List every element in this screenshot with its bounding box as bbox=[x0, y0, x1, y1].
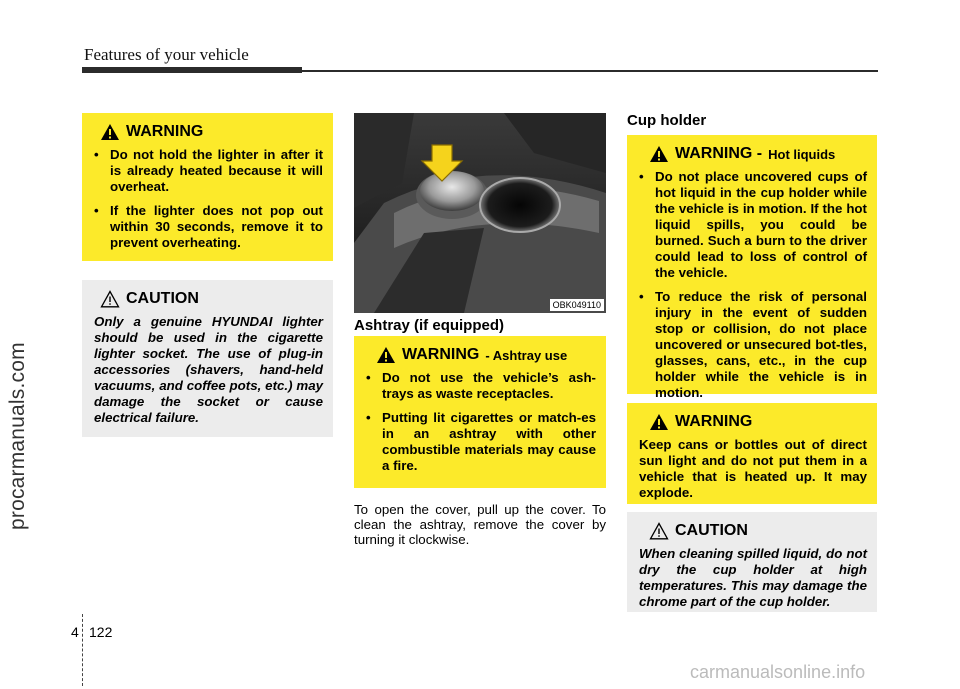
caution-triangle-icon bbox=[649, 522, 669, 540]
warning-title: WARNING bbox=[675, 413, 753, 430]
chapter-number: 4 bbox=[71, 624, 79, 640]
ashtray-illustration bbox=[354, 113, 606, 313]
list-item: • If the lighter does not pop out within 30 seconds, remove it to prevent overheating. bbox=[94, 203, 323, 251]
warning-triangle-icon bbox=[100, 123, 120, 141]
ashtray-photo bbox=[354, 113, 606, 313]
side-watermark: procarmanuals.com bbox=[6, 342, 29, 530]
warning-title: WARNING - bbox=[675, 145, 763, 162]
running-header: Features of your vehicle bbox=[84, 45, 249, 64]
page-number: 122 bbox=[89, 624, 113, 640]
ashtray-heading: Ashtray (if equipped) bbox=[354, 317, 505, 334]
warning-text: Keep cans or bottles out of direct sun light and do not put them in a vehicle that is heated up. It may explode. bbox=[639, 437, 867, 500]
warning-header bbox=[649, 413, 867, 431]
hot-liquid-warning-box bbox=[627, 135, 877, 400]
header-rule bbox=[82, 70, 878, 72]
warning-header bbox=[649, 145, 867, 163]
list-item: • To reduce the risk of personal injury in the event of sudden stop or collision, do not place uncovered or unsecured bot-tles, glasses, cans, etc., in the cup holder while the vehicle is in motion. bbox=[639, 289, 867, 401]
warning-header bbox=[100, 123, 323, 141]
warning-list bbox=[366, 370, 596, 474]
warning-list bbox=[94, 147, 323, 251]
list-item: • Do not hold the lighter in after it is already heated because it will overheat. bbox=[94, 147, 323, 195]
warning-subtitle: Hot liquids bbox=[768, 147, 836, 162]
cup-holder-heading: Cup holder bbox=[627, 112, 707, 129]
warning-triangle-icon bbox=[649, 413, 669, 431]
warning-title: WARNING bbox=[126, 123, 204, 140]
caution-triangle-icon bbox=[100, 290, 120, 308]
caution-text: Only a genuine HYUNDAI lighter should be used in the cigarette lighter socket. The use of plug-in accessories (shavers, hand-held vacuums, and coffee pots, etc.) may damage the socket or cause electrical failure. bbox=[94, 314, 323, 425]
footer-divider bbox=[82, 614, 83, 686]
bottom-watermark: carmanualsonline.info bbox=[690, 662, 866, 682]
list-item: • Do not place uncovered cups of hot liquid in the cup holder while the vehicle is in motion. If the hot liquid spills, you could be burned. Such a burn to the driver could lead to loss of control of the vehicle. bbox=[639, 169, 867, 281]
ashtray-warning-box bbox=[354, 336, 606, 488]
list-item: • Do not use the vehicle’s ash-trays as waste receptacles. bbox=[366, 370, 596, 402]
lighter-caution-box bbox=[82, 280, 333, 437]
warning-triangle-icon bbox=[649, 145, 669, 163]
caution-title: CAUTION bbox=[126, 290, 199, 307]
caution-header bbox=[649, 522, 867, 540]
caution-text: When cleaning spilled liquid, do not dry the cup holder at high temperatures. This may damage the chrome part of the cup holder. bbox=[639, 546, 867, 609]
sun-warning-box bbox=[627, 403, 877, 504]
warning-header bbox=[376, 346, 596, 364]
cup-holder-caution-box bbox=[627, 512, 877, 612]
warning-title: WARNING bbox=[402, 346, 480, 363]
list-item: • Putting lit cigarettes or match-es in an ashtray with other combustible materials may cause a fire. bbox=[366, 410, 596, 474]
lighter-warning-box bbox=[82, 113, 333, 261]
caution-header bbox=[100, 290, 323, 308]
ashtray-body-text: To open the cover, pull up the cover. To clean the ashtray, remove the cover by turning it clockwise. bbox=[354, 502, 606, 547]
photo-code: OBK049110 bbox=[550, 299, 604, 311]
warning-subtitle: - Ashtray use bbox=[485, 348, 568, 363]
caution-title: CAUTION bbox=[675, 522, 748, 539]
warning-triangle-icon bbox=[376, 346, 396, 364]
warning-list bbox=[639, 169, 867, 401]
